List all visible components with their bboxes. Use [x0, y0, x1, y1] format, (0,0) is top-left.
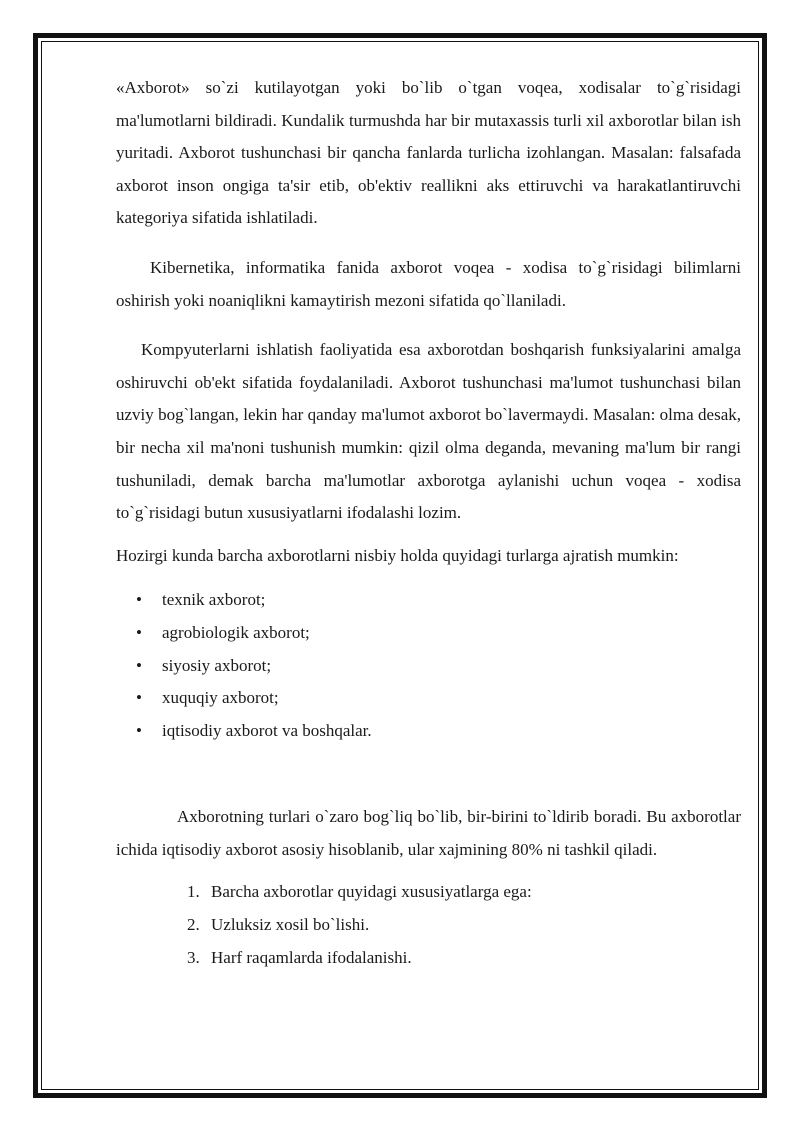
list-item-text: siyosiy axborot; — [162, 655, 272, 675]
bullet-marker: • — [136, 622, 142, 642]
item-number: 2. — [187, 915, 200, 935]
bullet-marker: • — [136, 720, 142, 740]
bullet-list-types — [116, 584, 741, 747]
item-number: 3. — [187, 947, 200, 967]
item-number: 1. — [187, 882, 200, 902]
numbered-item — [116, 876, 741, 909]
numbered-item — [116, 909, 741, 942]
paragraph-cybernetics: Kibernetika, informatika fanida axborot voqea - xodisa to`g`risidagi bilimlarni oshirish yoki noaniqlikni kamaytirish mezoni sifatida qo`llaniladi. — [116, 257, 741, 310]
list-item-text: xuquqiy axborot; — [162, 688, 279, 708]
paragraph-computers: Kompyuterlarni ishlatish faoliyatida esa axborotdan boshqarish funksiyalarini amalga oshiruvchi ob'ekt sifatida foydalaniladi. Axborot tushunchasi ma'lumot tushunchasi bilan uzviy bog`langan, lekin har qanday ma'lumot axborot bo`lavermaydi. Masalan: olma desak, bir necha xil ma'noni tushunish mumkin: qizil olma deganda, mevaning ma'lum bir rangi tushuniladi, demak barcha ma'lumotlar axborotga aylanishi uchun voqea - xodisa to`g`risidagi butun xususiyatlarni ifodalashi lozim. — [116, 340, 741, 523]
paragraph-types-intro: Hozirgi kunda barcha axborotlarni nisbiy holda quyidagi turlarga ajratish mumkin: — [116, 545, 679, 565]
list-item-text: texnik axborot; — [162, 590, 266, 610]
paragraph-types-relation: Axborotning turlari o`zaro bog`liq bo`lib, bir-birini to`ldirib boradi. Bu axborotlar ichida iqtisodiy axborot asosiy hisoblanib, ular xajmining 80% ni tashkil qiladi. — [116, 807, 741, 859]
paragraph-axborot-definition: «Axborot» so`zi kutilayotgan yoki bo`lib o`tgan voqea, xodisalar to`g`risidagi ma'lumotlarni bildiradi. Kundalik turmushda har bir mutaxassis turli xil axborotlar bilan ish yuritadi. Axborot tushunchasi bir qancha fanlarda turlicha izohlangan. Masalan: falsafada axborot inson ongiga ta'sir etib, ob'ektiv reallikni aks ettiruvchi va harakatlantiruvchi kategoriya sifatida ishlatiladi. — [116, 78, 741, 228]
item-text: Harf raqamlarda ifodalanishi. — [211, 947, 412, 967]
list-item — [116, 650, 741, 683]
document-body — [116, 72, 741, 974]
numbered-list-properties — [116, 876, 741, 974]
bullet-marker: • — [136, 655, 142, 675]
list-item — [116, 617, 741, 650]
list-item — [116, 682, 741, 715]
item-text: Uzluksiz xosil bo`lishi. — [211, 915, 370, 935]
item-text: Barcha axborotlar quyidagi xususiyatlarga ega: — [211, 882, 532, 902]
bullet-marker: • — [136, 688, 142, 708]
bullet-marker: • — [136, 590, 142, 610]
numbered-item — [116, 942, 741, 975]
list-item — [116, 715, 741, 748]
list-item-text: agrobiologik axborot; — [162, 622, 310, 642]
list-item — [116, 584, 741, 617]
list-item-text: iqtisodiy axborot va boshqalar. — [162, 720, 372, 740]
